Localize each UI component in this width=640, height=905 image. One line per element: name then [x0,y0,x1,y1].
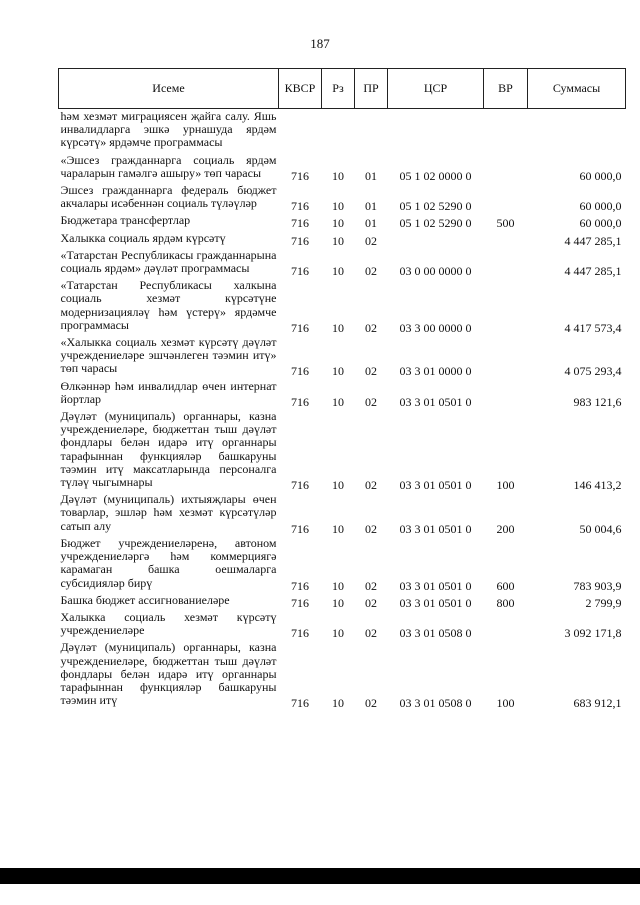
cell-kvsr: 716 [291,696,309,711]
cell-kvsr: 716 [291,364,309,379]
cell-rz: 10 [332,364,344,379]
cell-csr [388,231,484,248]
cell-pr: 02 [365,478,377,493]
cell-sum: 60 000,0 [579,168,622,183]
cell-sum: 60 000,0 [579,199,622,214]
table-row [59,610,626,640]
cell-csr: 03 3 01 0508 0 [399,626,472,641]
cell-kvsr: 716 [291,478,309,493]
cell-kvsr: 716 [291,264,309,279]
table-row [59,213,626,230]
cell-pr: 02 [365,364,377,379]
cell-name: «Халыкка социаль хезмәт күрсәтү дәүләт учреждениеләре эшчәнлеген тәэмин итү» төп чарасы [60,335,277,376]
cell-name: Эшсез гражданнарга федераль бюджет акчалары исәбеннән социаль түләүләр [60,183,277,211]
cell-vr [484,231,528,248]
cell-sum: 4 075 293,4 [564,364,622,379]
cell-kvsr: 716 [291,595,309,610]
cell-csr: 03 3 01 0501 0 [399,394,472,409]
cell-sum: 146 413,2 [573,478,622,493]
cell-csr: 03 3 01 0501 0 [399,595,472,610]
cell-kvsr: 716 [291,233,309,248]
cell-rz [322,109,355,153]
cell-name: Башка бюджет ассигнованиеләре [60,592,230,607]
table-row [59,409,626,492]
cell-csr: 03 3 01 0501 0 [399,521,472,536]
table-row [59,379,626,409]
cell-vr [484,183,528,213]
header-vr: ВР [484,69,528,109]
cell-vr [484,278,528,335]
cell-rz: 10 [332,216,344,231]
cell-vr [484,610,528,640]
cell-pr: 01 [365,168,377,183]
cell-csr: 03 3 01 0508 0 [399,696,472,711]
cell-vr [484,109,528,153]
cell-vr [484,379,528,409]
cell-rz: 10 [332,320,344,335]
cell-rz: 10 [332,595,344,610]
cell-sum: 2 799,9 [585,595,622,610]
cell-sum: 783 903,9 [573,578,622,593]
cell-kvsr: 716 [291,216,309,231]
table-row [59,153,626,183]
cell-kvsr: 716 [291,199,309,214]
cell-name: Бюджет учреждениеләренә, автоном учреждениеләргә һәм коммерциягә карамаган башка оешмаларга субсидияләр бирү [60,535,277,590]
cell-rz: 10 [332,478,344,493]
cell-name: Өлкәннәр һәм инвалидлар өчен интернат йортлар [60,378,277,406]
cell-rz: 10 [332,168,344,183]
cell-rz: 10 [332,578,344,593]
cell-csr: 05 1 02 0000 0 [399,168,472,183]
header-sum: Суммасы [528,69,626,109]
cell-name: Халыкка социаль ярдәм күрсәтү [60,230,226,245]
table-row [59,183,626,213]
cell-vr: 200 [496,521,515,536]
cell-rz: 10 [332,264,344,279]
cell-sum: 4 447 285,1 [564,233,622,248]
cell-csr: 03 3 00 0000 0 [399,320,472,335]
cell-rz: 10 [332,626,344,641]
cell-csr: 05 1 02 5290 0 [399,216,472,231]
cell-pr: 02 [365,264,377,279]
cell-pr: 01 [365,199,377,214]
cell-pr [355,109,388,153]
cell-pr: 02 [365,696,377,711]
table-body [59,109,626,711]
cell-vr: 600 [496,578,515,593]
cell-pr: 02 [365,233,377,248]
cell-sum: 60 000,0 [579,216,622,231]
cell-name: Дәүләт (муниципаль) ихтыяҗлары өчен товарлар, эшләр һәм хезмәт күрсәтүләр сатып алу [60,492,277,533]
cell-rz: 10 [332,696,344,711]
cell-vr: 800 [496,595,515,610]
table-row [59,492,626,536]
table-row [59,536,626,593]
cell-kvsr: 716 [291,168,309,183]
header-csr: ЦСР [388,69,484,109]
cell-rz: 10 [332,521,344,536]
cell-name: «Татарстан Республикасы халкына социаль хезмәт күрсәтүне модернизацияләү һәм үстерү» ярдәмче программасы [60,278,277,332]
table-row [59,109,626,153]
cell-name: Бюджетара трансфертлар [60,213,191,228]
scan-edge-bar [0,868,640,884]
cell-vr [484,335,528,379]
header-rz: Рз [322,69,355,109]
cell-vr: 100 [496,478,515,493]
cell-vr [484,153,528,183]
cell-name: «Эшсез гражданнарга социаль ярдәм чараларын гамәлгә ашыру» төп чарасы [60,152,277,180]
cell-pr: 02 [365,595,377,610]
cell-pr: 02 [365,521,377,536]
budget-table [58,68,626,710]
cell-name: Халыкка социаль хезмәт күрсәтү учреждениеләре [60,609,277,638]
table-row [59,278,626,335]
cell-vr [484,248,528,278]
cell-vr: 100 [496,696,515,711]
cell-name: Дәүләт (муниципаль) органнары, казна учреждениеләре, бюджеттан тыш дәүләт фондлары белән идарә итү органнары тарафыннан функцияләр башкаруны тәэмин итү [60,640,277,708]
cell-sum: 3 092 171,8 [564,626,622,641]
cell-csr: 03 0 00 0000 0 [399,264,472,279]
cell-pr: 01 [365,216,377,231]
header-kvsr: КВСР [279,69,322,109]
header-name: Исеме [59,69,279,109]
cell-sum: 983 121,6 [573,394,622,409]
cell-kvsr [279,109,322,153]
table-header-row [59,69,626,109]
table-row [59,335,626,379]
table-row [59,248,626,278]
cell-sum: 4 417 573,4 [564,320,622,335]
cell-sum [528,109,626,153]
cell-pr: 02 [365,626,377,641]
cell-kvsr: 716 [291,521,309,536]
cell-kvsr: 716 [291,578,309,593]
cell-name: һәм хезмәт миграциясен җайга салу. Яшь инвалидларга эшкә урнашуда ярдәм күрсәтү» ярдәмче программасы [60,109,277,150]
cell-csr: 03 3 01 0501 0 [399,478,472,493]
header-pr: ПР [355,69,388,109]
table-row [59,640,626,710]
cell-pr: 02 [365,320,377,335]
cell-kvsr: 716 [291,626,309,641]
cell-name: Дәүләт (муниципаль) органнары, казна учреждениеләре, бюджеттан тыш дәүләт фондлары белән идарә итү органнары тарафыннан функцияләр башкаруны тәэмин итү максатларында персоналга түләү чыгымнары [60,409,277,490]
cell-csr: 03 3 01 0000 0 [399,364,472,379]
cell-rz: 10 [332,394,344,409]
cell-sum: 683 912,1 [573,696,622,711]
cell-rz: 10 [332,199,344,214]
cell-name: «Татарстан Республикасы гражданнарына социаль ярдәм» дәүләт программасы [60,247,277,276]
cell-sum: 50 004,6 [579,521,622,536]
cell-rz: 10 [332,233,344,248]
cell-csr [388,109,484,153]
cell-kvsr: 716 [291,320,309,335]
cell-csr: 03 3 01 0501 0 [399,578,472,593]
page-number: 187 [310,36,330,51]
cell-vr: 500 [496,216,515,231]
cell-pr: 02 [365,394,377,409]
table-row [59,231,626,248]
cell-kvsr: 716 [291,394,309,409]
cell-csr: 05 1 02 5290 0 [399,199,472,214]
cell-pr: 02 [365,578,377,593]
table-row [59,593,626,610]
cell-sum: 4 447 285,1 [564,264,622,279]
